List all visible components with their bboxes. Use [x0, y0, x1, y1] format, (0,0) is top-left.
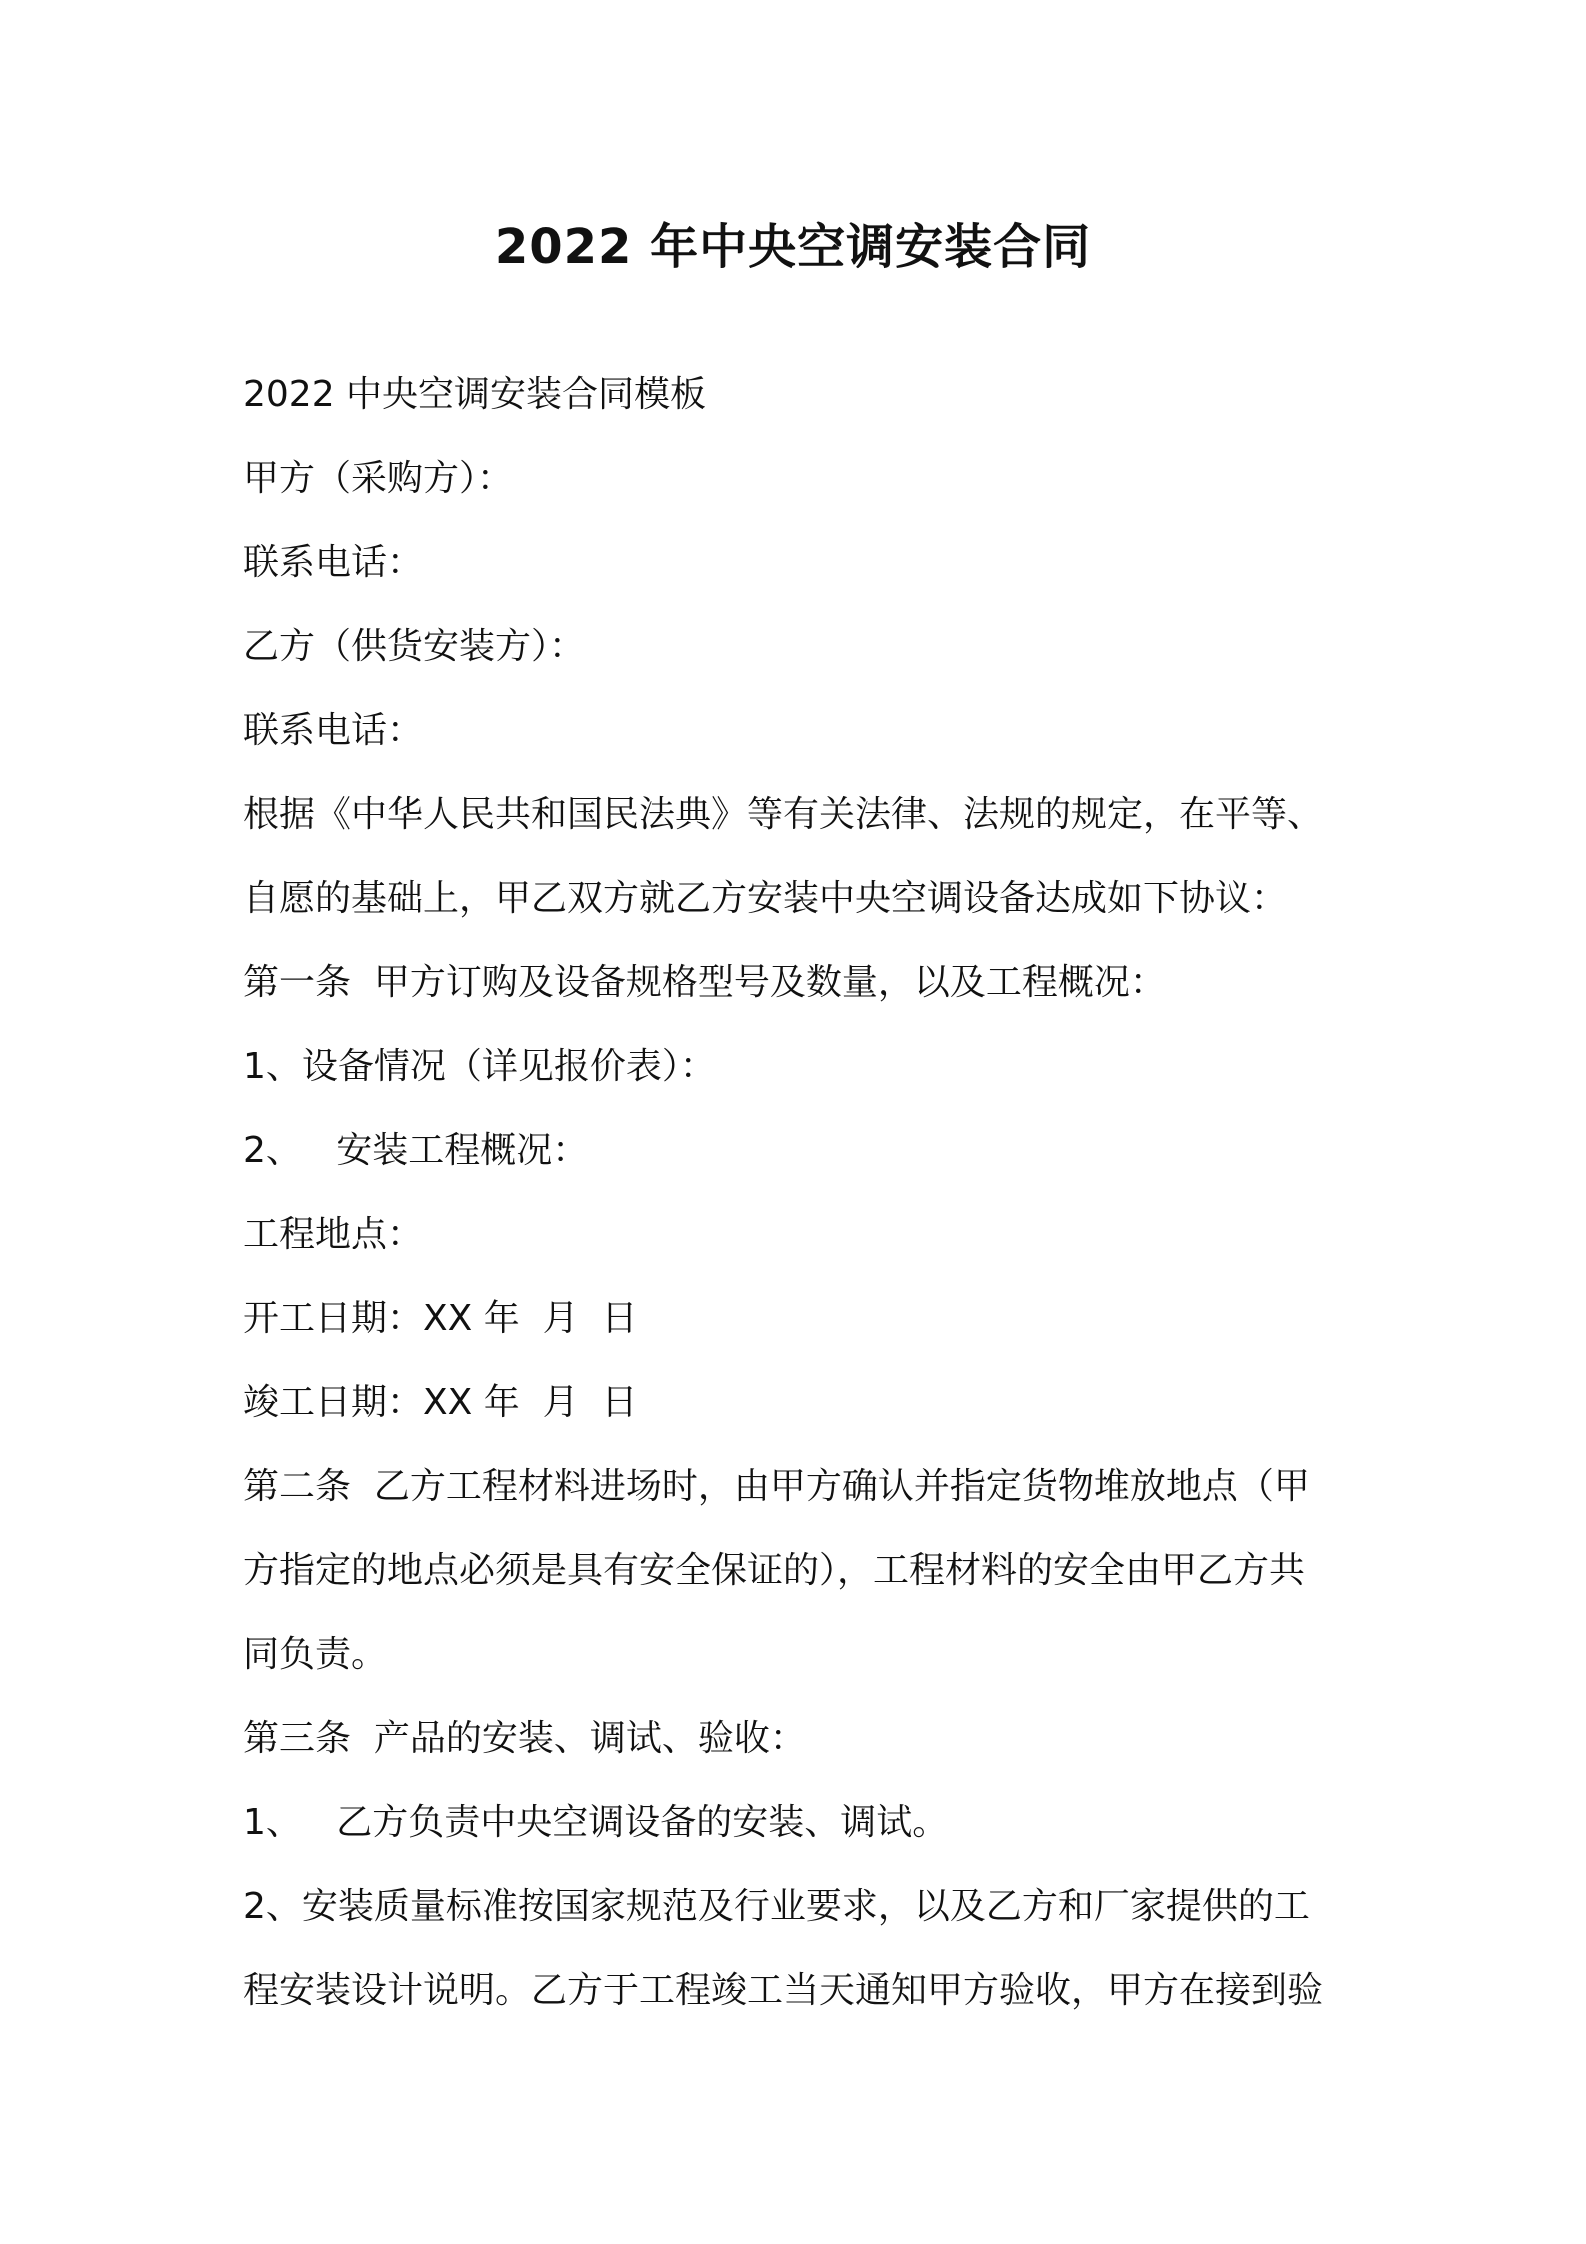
text-line-party-b-phone: 联系电话：	[243, 710, 424, 751]
document-body	[243, 353, 1363, 2033]
text-line-party-a-phone: 联系电话：	[243, 542, 424, 583]
text-line-completion-date: 竣工日期：XX 年 月 日	[243, 1382, 638, 1423]
text-line-article-3: 第三条 产品的安装、调试、验收：	[243, 1718, 806, 1759]
text-line-template-name: 2022 中央空调安装合同模板	[243, 374, 707, 415]
text-line-party-b: 乙方（供货安装方）：	[243, 626, 586, 667]
text-line-article-1-item-2: 2、 安装工程概况：	[243, 1130, 589, 1171]
text-line-article-1-item-1: 1、设备情况（详见报价表）：	[243, 1046, 716, 1087]
text-line-article-3-item-2-1: 2、安装质量标准按国家规范及行业要求，以及乙方和厂家提供的工	[243, 1886, 1310, 1927]
text-line-preamble-1: 根据《中华人民共和国民法典》等有关法律、法规的规定，在平等、	[243, 794, 1324, 835]
text-line-article-2-1: 第二条 乙方工程材料进场时，由甲方确认并指定货物堆放地点（甲	[243, 1466, 1310, 1507]
text-line-article-2-2: 方指定的地点必须是具有安全保证的），工程材料的安全由甲乙方共	[243, 1550, 1306, 1591]
text-line-preamble-2: 自愿的基础上，甲乙双方就乙方安装中央空调设备达成如下协议：	[243, 878, 1288, 919]
text-line-start-date: 开工日期：XX 年 月 日	[243, 1298, 638, 1339]
text-line-project-location: 工程地点：	[243, 1214, 424, 1255]
text-line-party-a: 甲方（采购方）：	[243, 458, 514, 499]
document-title: 2022 年中央空调安装合同	[494, 219, 1092, 275]
text-line-article-3-item-2-2: 程安装设计说明。乙方于工程竣工当天通知甲方验收，甲方在接到验	[243, 1970, 1324, 2011]
text-line-article-1: 第一条 甲方订购及设备规格型号及数量，以及工程概况：	[243, 962, 1166, 1003]
text-line-article-3-item-1: 1、 乙方负责中央空调设备的安装、调试。	[243, 1802, 949, 1843]
text-line-article-2-3: 同负责。	[243, 1634, 388, 1675]
